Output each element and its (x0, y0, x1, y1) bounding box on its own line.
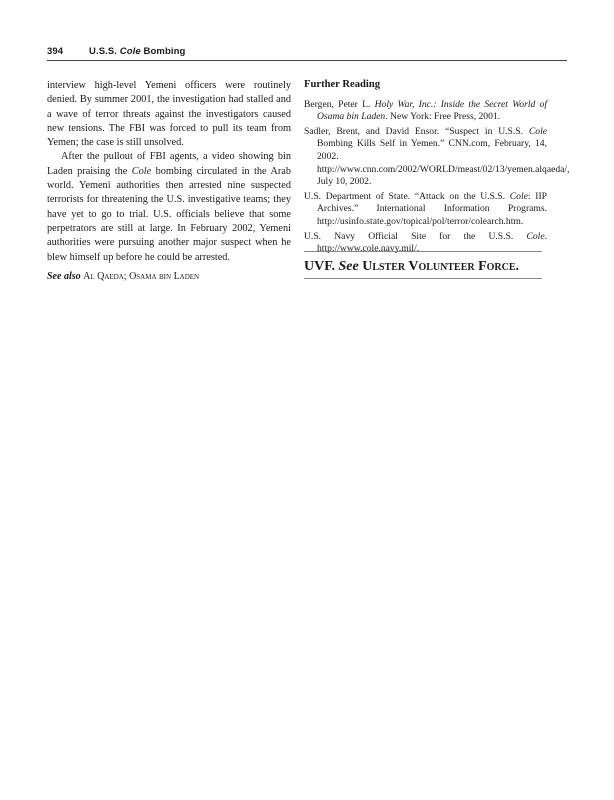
reference-item (304, 191, 547, 229)
cross-reference-entry-box (304, 251, 542, 279)
see-also-label: See also (47, 270, 81, 282)
reference-text: . New York: Free Press, 2001. (385, 111, 501, 123)
see-also-link-al-qaeda[interactable]: Al Qaeda (83, 270, 124, 282)
reference-text: Sadler, Brent, and David Ensor. “Suspect in U.S.S. (304, 125, 529, 137)
reference-text: . http://www.cole.navy.mil/. (317, 230, 547, 255)
running-title (89, 46, 185, 57)
reference-item (304, 125, 570, 189)
page-number: 394 (47, 46, 64, 57)
further-reading-section (304, 79, 570, 258)
entry-headword: UVF. (304, 259, 335, 274)
reference-text: U.S. Department of State. “Attack on the U.S.S. (304, 190, 510, 202)
reference-text: U.S. Navy Official Site for the U.S.S. (304, 230, 527, 242)
paragraph-2-part-b: bombing circulated in the Arab world. Yemeni authorities then arrested nine suspected terrorists for threatening the U.S. investigative teams; they have yet to go to trial. U.S. officials believe that some perpetrators are still at large. In February 2002, Yemeni authorities were pursuing another major suspect when he blew himself up before he could be arrested. (47, 165, 291, 263)
reference-italic: Holy War, Inc.: Inside the Secret World of Osama bin Laden (317, 98, 547, 123)
reference-item (304, 99, 547, 124)
paragraph-2 (47, 150, 291, 264)
paragraph-2-part-a: After the pullout of FBI agents, a video showing bin Laden praising the (47, 151, 291, 177)
running-header (47, 44, 567, 61)
reference-italic: Cole (528, 125, 547, 137)
reference-italic: Cole (509, 190, 528, 202)
see-also-line (47, 270, 291, 284)
running-title-italic: Cole (119, 46, 141, 57)
cross-reference-entry (304, 259, 519, 275)
paragraph-2-italic: Cole (131, 165, 152, 177)
running-title-suffix: Bombing (140, 46, 186, 57)
see-also-link-osama-bin-laden[interactable]: Osama bin Laden (129, 270, 200, 282)
reference-italic: Cole (526, 230, 545, 242)
left-column (47, 79, 291, 284)
entry-see-label: See (338, 259, 359, 274)
further-reading-heading: Further Reading (304, 79, 381, 90)
reference-text: Bombing Kills Self in Yemen.” CNN.com, February, 14, 2002. http://www.cnn.com/2002/WORLD/meast/02/13/yemen.alqaeda/, July 10, 2002. (317, 138, 570, 188)
reference-text: Bergen, Peter L. (304, 98, 375, 110)
running-title-prefix: U.S.S. (89, 46, 120, 57)
reference-text: : IIP Archives.” International Information Programs. http://usinfo.state.gov/topical/pol/terror/colearch.htm. (317, 190, 548, 227)
see-also-separator: ; (123, 270, 130, 282)
paragraph-1: interview high-level Yemeni officers were routinely denied. By summer 2001, the investigation had stalled and a wave of terror threats against the investigators caused new tensions. The FBI was forced to pull its team from Yemen; the case is still unsolved. (47, 80, 291, 149)
entry-see-target-link[interactable]: Ulster Volunteer Force. (362, 259, 520, 274)
